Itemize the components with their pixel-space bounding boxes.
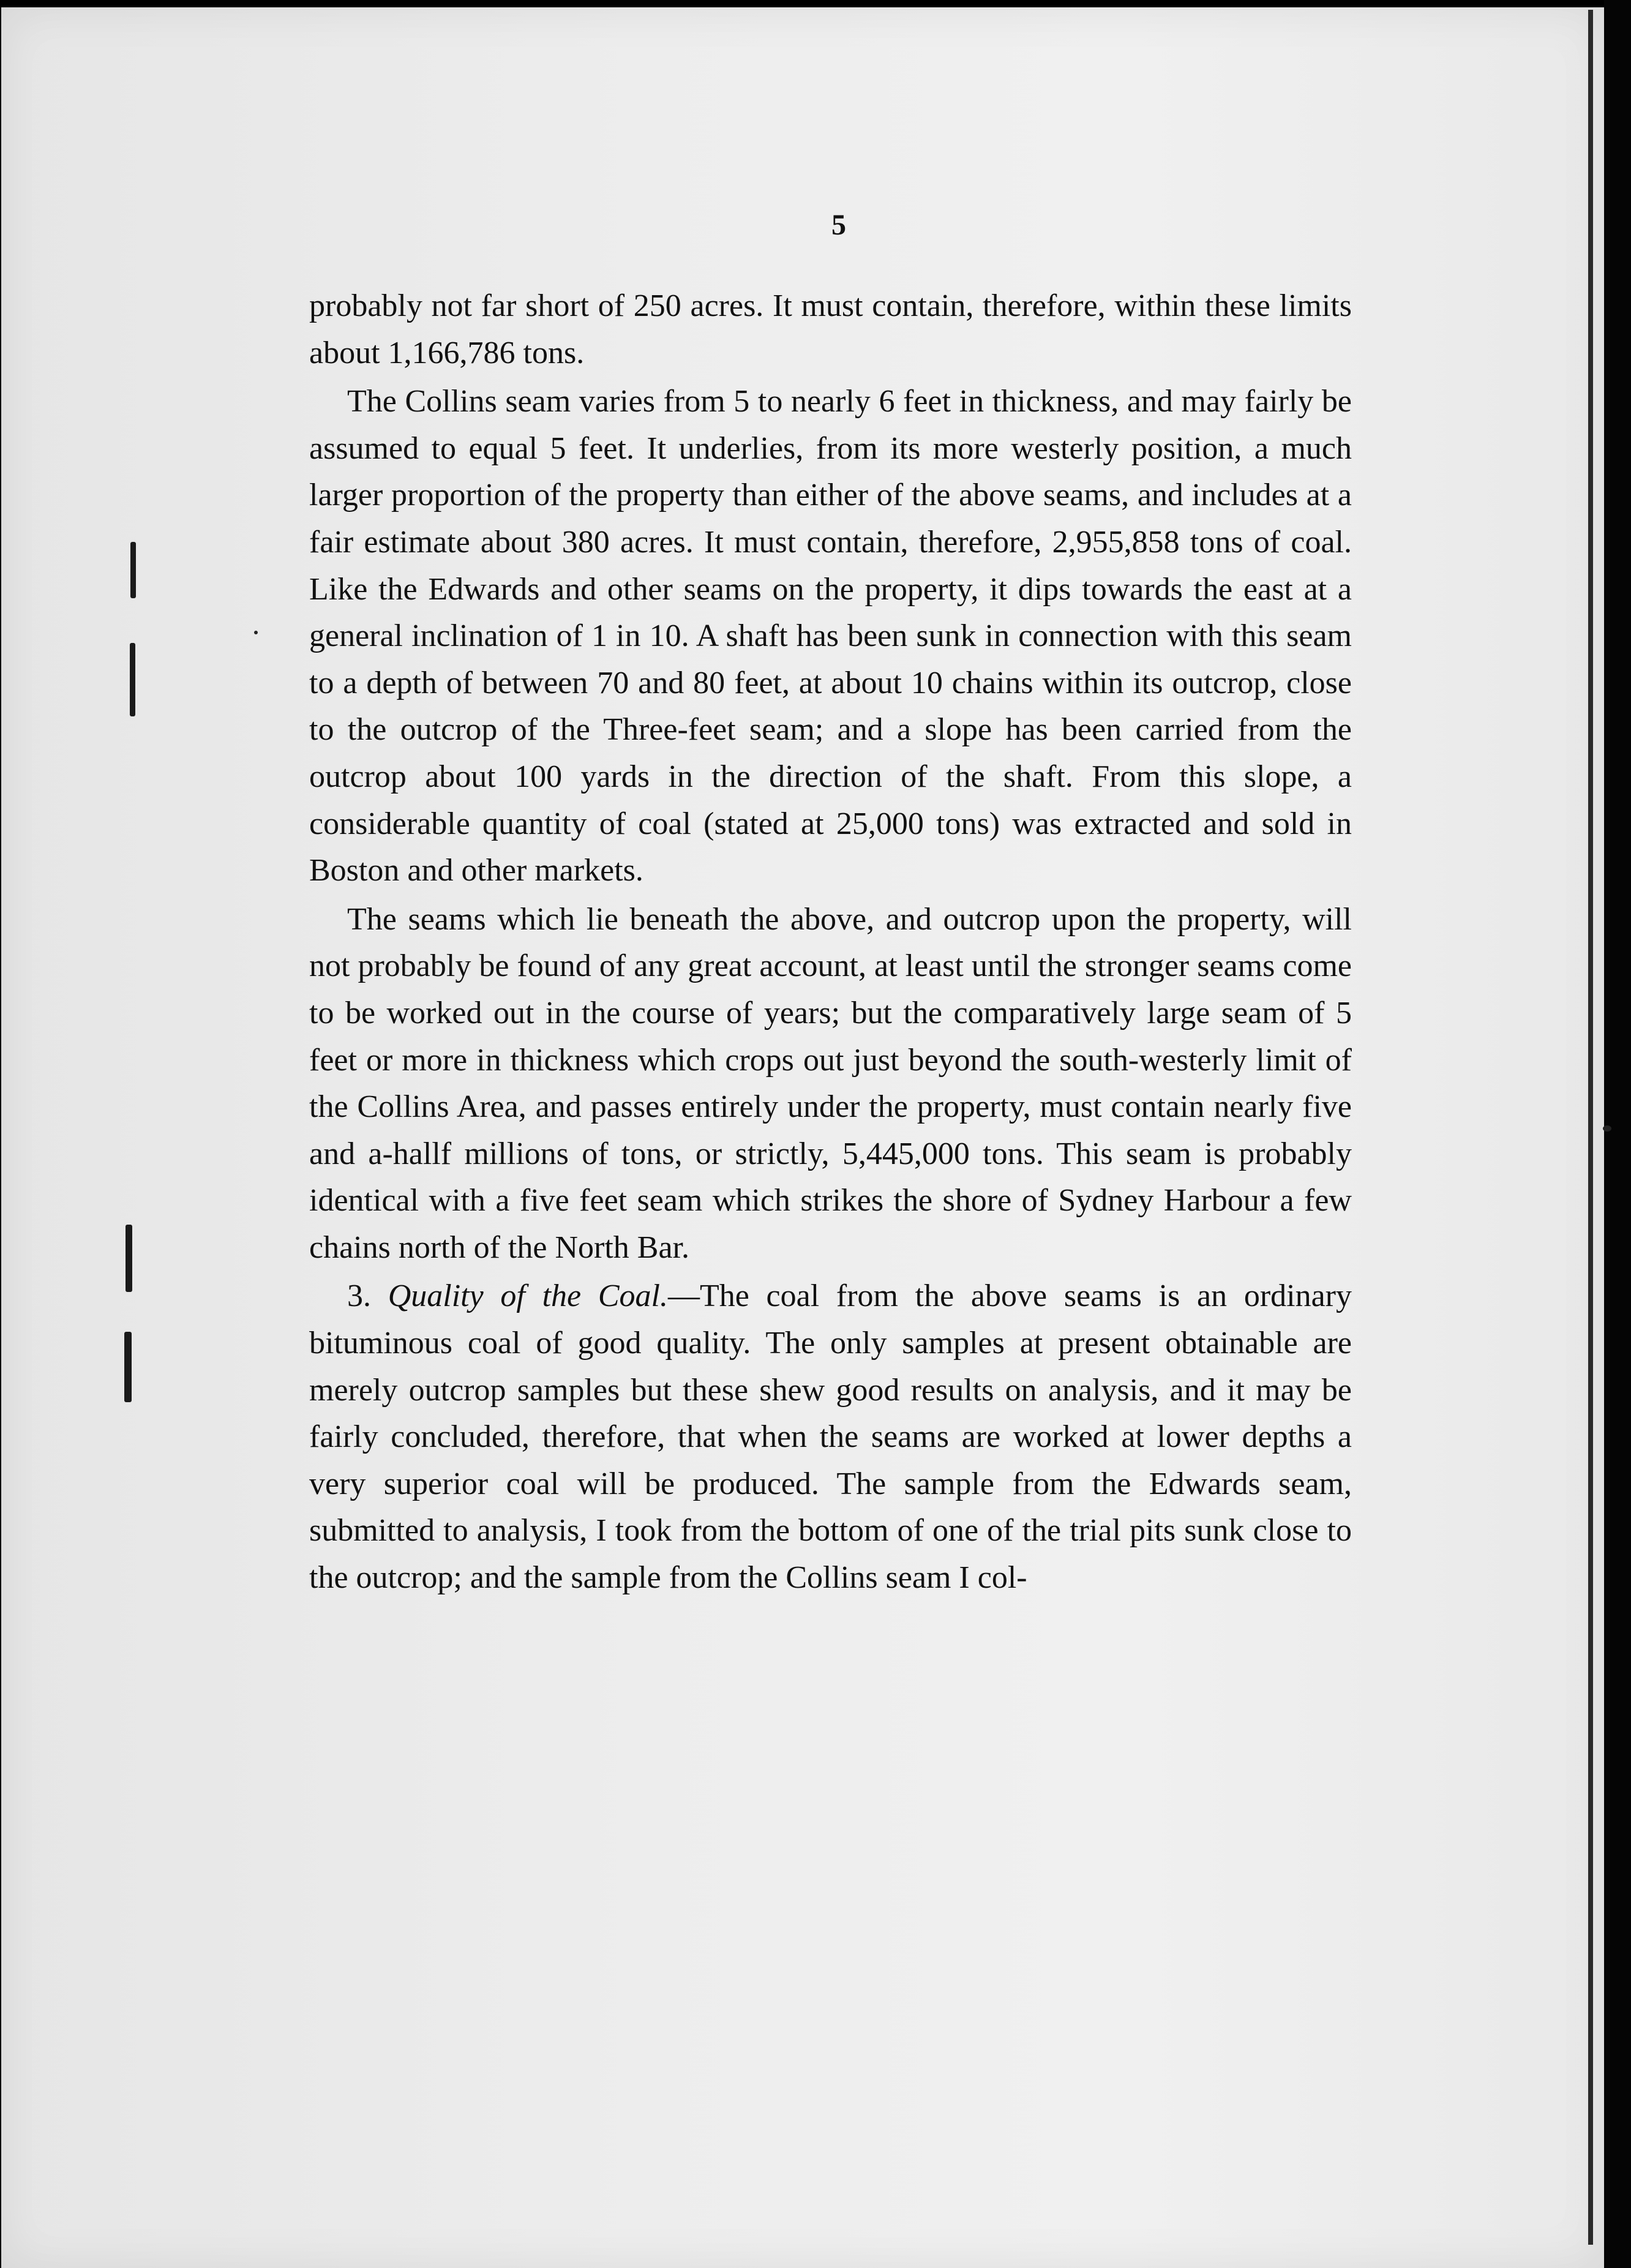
section-text: —The coal from the above seams is an ordinary bituminous coal of good quality. The only samples at present obtainable are merely outcrop samples but these shew good results on analysis, and it may be fairly concluded, therefore, that when the seams are worked at lower depths a very superior coal will be produced. The sample from the Edwards seam, submitted to analysis, I took from the bottom of one of the trial pits sunk close to the outcrop; and the sample from the Collins seam I col- <box>309 1279 1352 1596</box>
body-text <box>309 283 1352 1602</box>
binding-shadow <box>1588 10 1593 2245</box>
scan-speck <box>254 631 258 634</box>
paragraph: probably not far short of 250 acres. It must contain, therefore, within these limits about 1,166,786 tons. <box>309 288 1352 370</box>
margin-mark <box>130 643 135 716</box>
paragraph: The seams which lie beneath the above, and outcrop upon the property, will not probably be found of any great account, at least until the stronger seams come to be worked out in the course of years; but the comparatively large seam of 5 feet or more in thickness which crops out just beyond the south-westerly limit of the Collins Area, and passes entirely under the property, must contain nearly five and a-hallf millions of tons, or strictly, 5,445,000 tons. This seam is probably identical with a five feet seam which strikes the shore of Sydney Harbour a few chains north of the North Bar. <box>309 901 1352 1265</box>
paragraph: The Collins seam varies from 5 to nearly 6 feet in thickness, and may fairly be assumed to equal 5 feet. It underlies, from its more westerly position, a much larger proportion of the property than either of the above seams, and includes at a fair estimate about 380 acres. It must contain, therefore, 2,955,858 tons of coal. Like the Edwards and other seams on the property, it dips towards the east at a general inclination of 1 in 10. A shaft has been sunk in connection with this seam to a depth of between 70 and 80 feet, at about 10 chains within its outcrop, close to the outcrop of the Three-feet seam; and a slope has been carried from the outcrop about 100 yards in the direction of the shaft. From this slope, a considerable quantity of coal (stated at 25,000 tons) was extracted and sold in Boston and other markets. <box>309 384 1352 888</box>
scan-edge <box>1604 0 1631 2268</box>
margin-mark <box>130 542 136 598</box>
margin-mark <box>124 1332 132 1402</box>
paragraph <box>309 1273 1352 1601</box>
margin-mark <box>126 1225 132 1292</box>
section-number: 3. <box>347 1279 371 1314</box>
page-number: 5 <box>831 209 846 241</box>
section-heading: Quality of the Coal. <box>388 1279 668 1314</box>
scan-speck <box>1603 1125 1611 1132</box>
